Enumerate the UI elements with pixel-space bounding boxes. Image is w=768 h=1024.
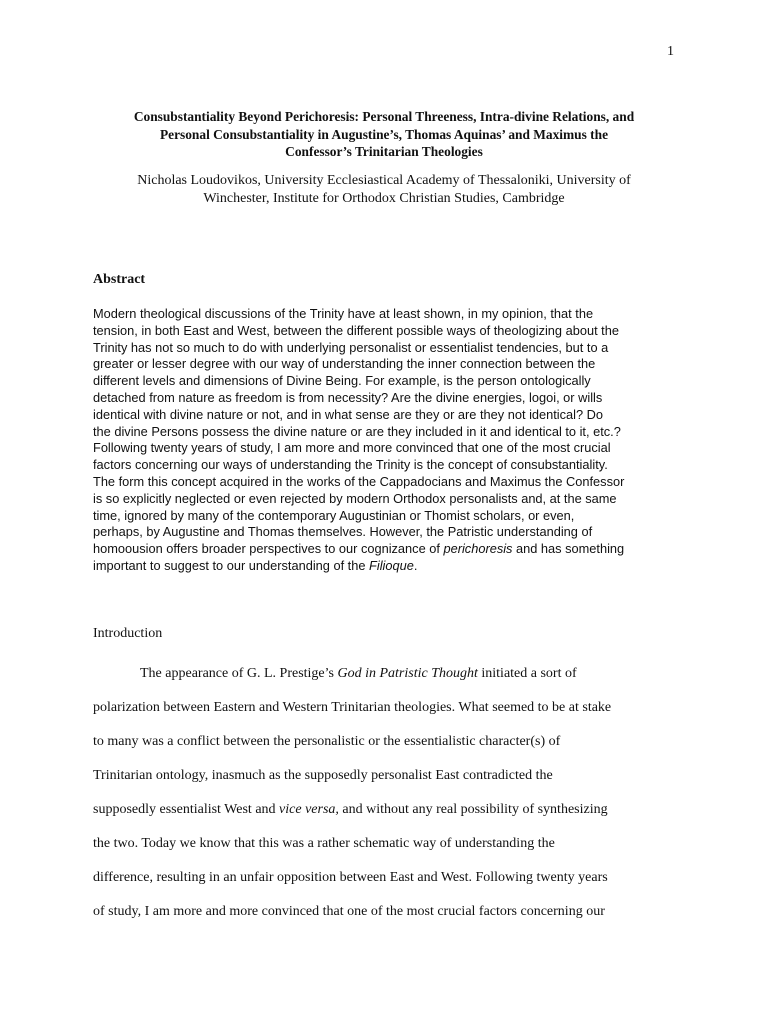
abstract-line: factors concerning our ways of understanding the Trinity is the concept of consubstantiality. <box>93 457 608 473</box>
abstract-heading: Abstract <box>93 272 146 287</box>
body-line: to many was a conflict between the personalistic or the essentialistic character(s) of <box>93 734 561 749</box>
introduction-body <box>93 657 683 929</box>
body-line: difference, resulting in an unfair opposition between East and West. Following twenty years <box>93 870 608 885</box>
italic-phrase: vice versa, <box>279 802 339 817</box>
body-line <box>93 657 683 691</box>
title-line: Confessor’s Trinitarian Theologies <box>285 144 483 159</box>
abstract-line: Trinity has not so much to do with underlying personalist or essentialist tendencies, but to a <box>93 339 609 355</box>
abstract-body <box>93 306 683 575</box>
abstract-line: greater or lesser degree with our way of understanding the inner connection between the <box>93 356 596 372</box>
abstract-line: detached from nature as freedom is from necessity? Are the divine energies, logoi, or wills <box>93 389 603 405</box>
body-line: of study, I am more and more convinced that one of the most crucial factors concerning our <box>93 904 605 919</box>
italic-term-perichoresis: perichoresis <box>443 541 513 557</box>
abstract-line: the divine Persons possess the divine nature or are they included in it and identical to it, etc.? <box>93 423 621 439</box>
abstract-line <box>93 558 683 575</box>
body-line <box>93 793 683 827</box>
text-run: . <box>413 557 418 573</box>
text-run: and without any real possibility of synthesizing <box>338 802 608 817</box>
abstract-line: perhaps, by Augustine and Thomas themselves. However, the Patristic understanding of <box>93 524 593 540</box>
page-number: 1 <box>667 44 674 59</box>
abstract-line: identical with divine nature or not, and in what sense are they or are they not identical? Do <box>93 406 604 422</box>
text-run: important to suggest to our understanding of the <box>93 557 370 573</box>
text-run: initiated a sort of <box>477 666 577 681</box>
paper-title <box>92 108 676 161</box>
body-line: Trinitarian ontology, inasmuch as the supposedly personalist East contradicted the <box>93 768 553 783</box>
text-run: supposedly essentialist West and <box>93 802 280 817</box>
abstract-line: different levels and dimensions of Divine Being. For example, is the person ontologically <box>93 373 591 389</box>
italic-book-title: God in Patristic Thought <box>337 666 478 681</box>
abstract-line <box>93 541 683 558</box>
abstract-line: time, ignored by many of the contemporary Augustinian or Thomist scholars, or even, <box>93 507 575 523</box>
introduction-heading: Introduction <box>93 626 163 641</box>
abstract-line: tension, in both East and West, between the different possible ways of theologizing about the <box>93 322 619 338</box>
author-line: Nicholas Loudovikos, University Ecclesiastical Academy of Thessaloniki, University of <box>137 173 631 188</box>
body-line: the two. Today we know that this was a rather schematic way of understanding the <box>93 836 555 851</box>
title-line: Personal Consubstantiality in Augustine’s, Thomas Aquinas’ and Maximus the <box>159 126 609 142</box>
title-line: Consubstantiality Beyond Perichoresis: Personal Threeness, Intra-divine Relations, and <box>133 109 635 124</box>
body-line: polarization between Eastern and Western Trinitarian theologies. What seemed to be at stake <box>93 700 612 715</box>
author-affiliation <box>92 172 676 208</box>
abstract-line: Modern theological discussions of the Trinity have at least shown, in my opinion, that the <box>93 306 594 321</box>
italic-term-filioque: Filioque <box>369 557 414 573</box>
text-run: homoousion offers broader perspectives to our cognizance of <box>93 541 444 557</box>
abstract-line: is so explicitly neglected or even rejected by modern Orthodox personalists and, at the same <box>93 490 617 506</box>
abstract-line: The form this concept acquired in the works of the Cappadocians and Maximus the Confessor <box>93 473 625 489</box>
text-run: and has something <box>512 541 625 557</box>
author-line: Winchester, Institute for Orthodox Christian Studies, Cambridge <box>203 191 565 206</box>
text-run: The appearance of G. L. Prestige’s <box>140 666 338 681</box>
abstract-line: Following twenty years of study, I am more and more convinced that one of the most crucial <box>93 440 611 456</box>
